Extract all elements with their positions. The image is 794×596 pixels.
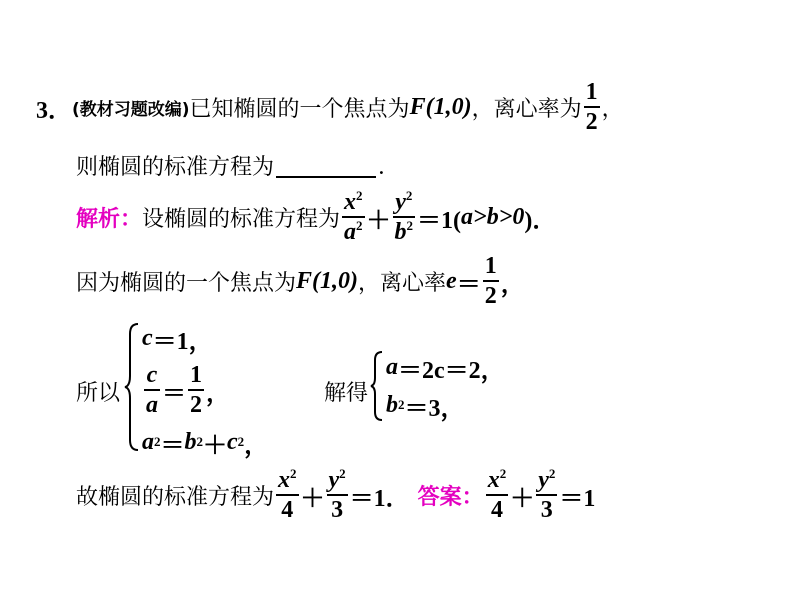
var-c: c [142, 324, 153, 351]
x-squared-over-4 [486, 468, 509, 522]
numerator-x: x [487, 467, 500, 493]
final-rhs: ＝1 [559, 485, 596, 512]
solution-label: 解析： [76, 206, 143, 232]
equals-sign: ＝ [160, 432, 185, 459]
numerator-y: y [395, 189, 406, 215]
numerator-y: y [538, 467, 549, 493]
equals-sign: ＝ [162, 380, 186, 407]
exponent: 2 [548, 466, 556, 481]
y-squared-over-3 [536, 468, 557, 522]
system-1-row-3: a 2 ＝ b 2 ＋ c 2 ， [142, 422, 268, 462]
exponent: 2 [290, 466, 297, 481]
c-over-a-fraction [144, 363, 160, 417]
var-c: c [227, 428, 238, 455]
eccentricity-fraction [584, 80, 600, 134]
exponent: 2 [499, 466, 507, 481]
equation-rhs: ＝1． [349, 485, 410, 512]
solution-intro: 设椭圆的标准方程为 [142, 206, 341, 232]
so-label: 所以 [76, 381, 121, 406]
fraction-denominator: 2 [484, 283, 497, 309]
left-brace-1 [124, 322, 140, 452]
problem-stem-2: ，离心率为 [471, 96, 582, 122]
x-squared-fraction [342, 190, 365, 244]
question-end: ． [378, 155, 401, 180]
x-squared-over-4 [276, 468, 299, 522]
problem-line-1 [36, 80, 624, 134]
equals-sign: ＝ [456, 271, 481, 298]
system-2-row-1 [386, 348, 505, 386]
denominator-b: b [394, 219, 407, 245]
system-1 [142, 318, 268, 462]
focus-point: F(1,0) [296, 267, 359, 294]
fraction-denominator: 2 [190, 392, 202, 418]
problem-number: 3． [36, 97, 72, 124]
system-2 [386, 348, 505, 424]
condition: a>b>0 [461, 203, 525, 230]
denominator-a: a [146, 392, 158, 418]
exponent: 2 [406, 218, 414, 233]
equation-close: )． [524, 207, 557, 234]
left-brace-2 [370, 350, 384, 422]
problem-line-2 [76, 150, 400, 181]
system-1-row-1 [142, 318, 268, 358]
comma: ， [244, 432, 269, 459]
answer-blank [276, 154, 376, 178]
numerator-x: x [278, 467, 291, 493]
denominator-3: 3 [331, 497, 344, 523]
denominator-3: 3 [540, 497, 553, 523]
conclusion-text: 故椭圆的标准方程为 [76, 484, 275, 510]
var-b: b [184, 428, 197, 455]
plus-sign: ＋ [510, 485, 535, 512]
eccentricity-fraction [483, 254, 499, 308]
var-a: a [142, 428, 154, 455]
problem-question: 则椭圆的标准方程为 [76, 155, 275, 180]
solution-line-2 [76, 254, 525, 308]
fraction-denominator: 2 [585, 109, 598, 135]
var-a: a [386, 353, 398, 380]
comma: ， [500, 271, 525, 298]
numerator-x: x [344, 189, 357, 215]
equation-rhs: ＝1( [417, 207, 462, 234]
denominator-4: 4 [281, 497, 294, 523]
source-tag: (教材习题改编) [72, 99, 190, 120]
comma: ， [206, 380, 230, 407]
y-squared-over-3 [327, 468, 348, 522]
numerator-c: c [146, 362, 158, 388]
problem-stem-end: ， [601, 96, 624, 122]
plus-sign: ＋ [366, 207, 391, 234]
row-text: ＝3， [404, 395, 465, 422]
fraction-numerator: 1 [585, 79, 598, 105]
fraction-numerator: 1 [190, 362, 202, 388]
exponent: 2 [405, 188, 413, 203]
conclusion-line [76, 468, 595, 522]
solve-label: 解得 [324, 381, 369, 406]
row-text: ＝1， [152, 328, 213, 355]
numerator-y: y [328, 467, 340, 493]
because-text: 因为椭圆的一个焦点为 [76, 270, 297, 296]
exponent: 2 [356, 218, 363, 233]
y-squared-fraction [393, 190, 416, 244]
fraction-numerator: 1 [484, 253, 497, 279]
denominator-a: a [344, 219, 357, 245]
system-1-row-2 [142, 358, 268, 422]
var-b: b [386, 391, 398, 418]
focus-point: F(1,0) [409, 93, 472, 120]
exponent: 2 [356, 188, 363, 203]
solution-line-1 [76, 190, 556, 244]
plus-sign: ＋ [203, 432, 227, 459]
system-2-row-2: b 2 ＝3， [386, 386, 505, 424]
plus-sign: ＋ [300, 485, 325, 512]
answer-label: 答案： [417, 484, 484, 510]
denominator-4: 4 [490, 497, 503, 523]
exponent: 2 [339, 466, 346, 481]
eccentricity-text: ，离心率 [358, 270, 447, 296]
e-variable: e [446, 267, 457, 294]
half-fraction [188, 363, 204, 417]
problem-stem: 已知椭圆的一个焦点为 [189, 96, 410, 122]
row-text: ＝2c＝2， [398, 357, 505, 384]
